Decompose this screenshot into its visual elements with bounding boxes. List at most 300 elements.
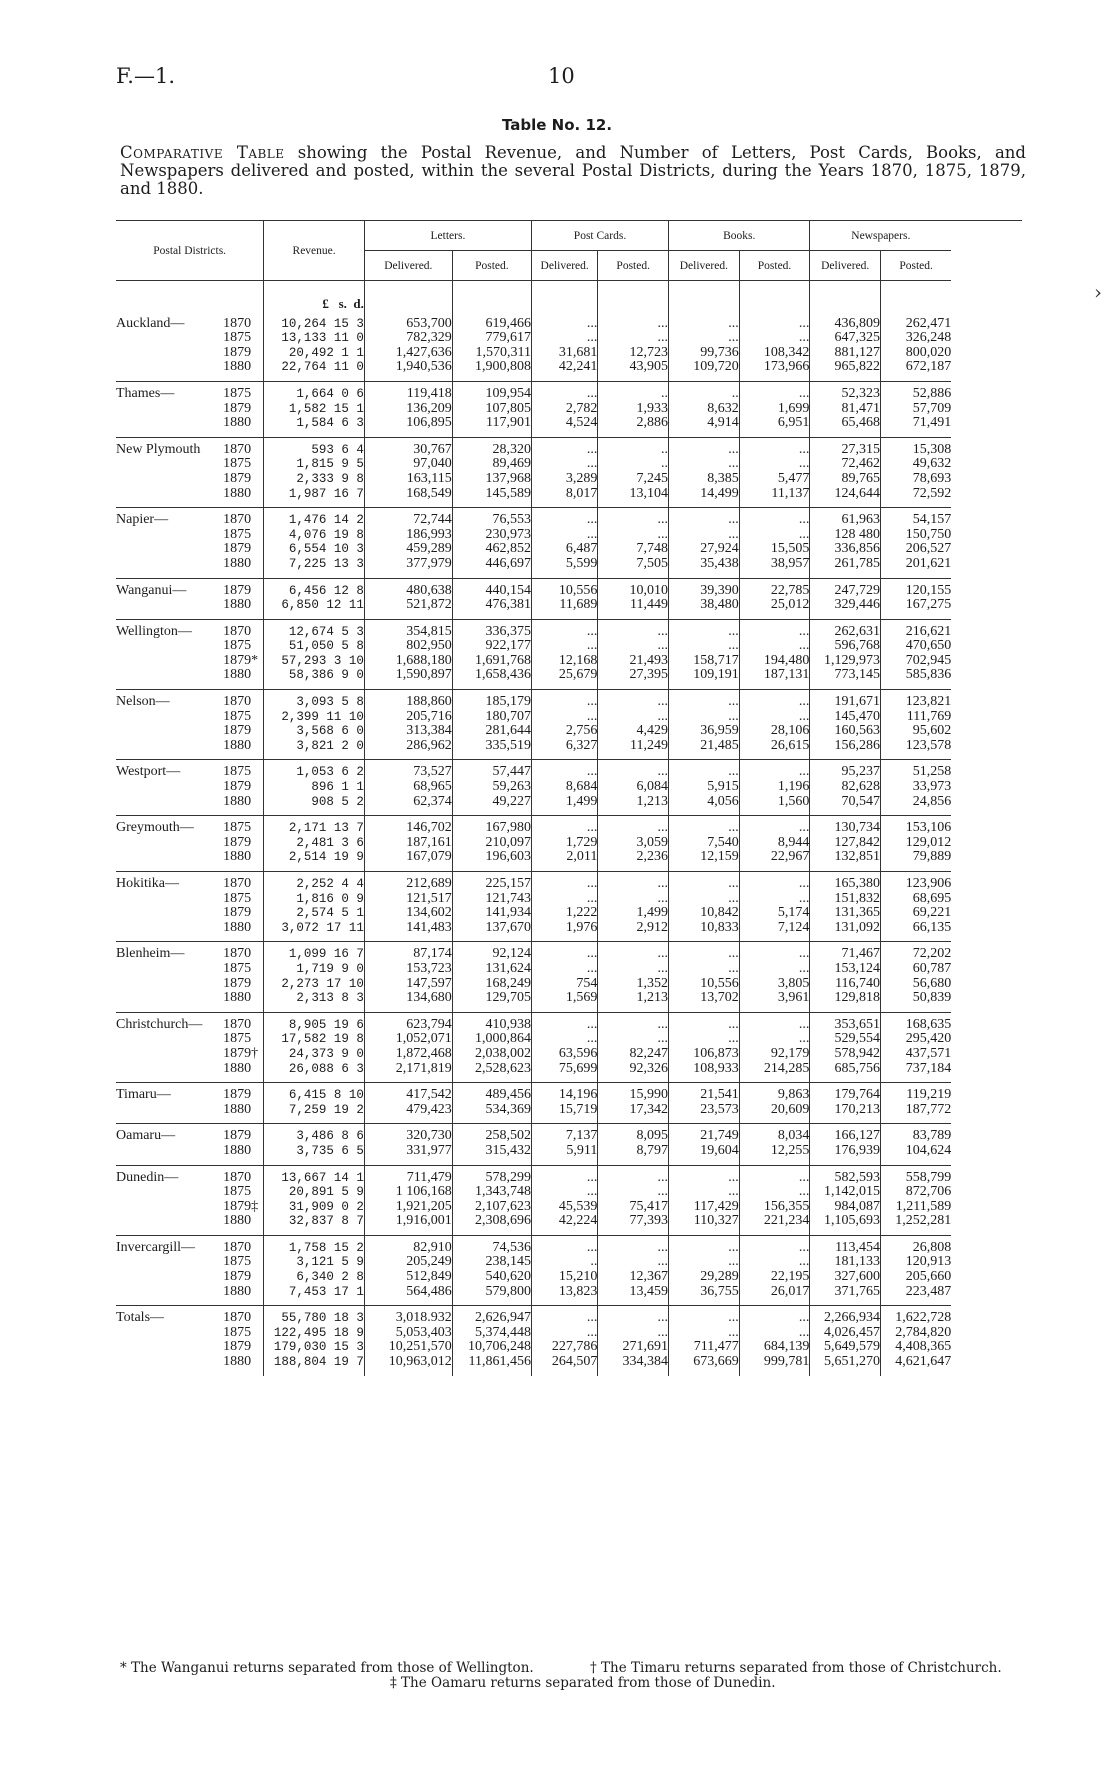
header-letters-posted: Posted. (452, 251, 531, 281)
district-name: Nelson— (116, 690, 223, 760)
cell-value: ... (657, 764, 669, 780)
cell-value: ... (728, 512, 739, 528)
header-letters-delivered: Delivered. (364, 251, 452, 281)
cell-value: 12,674 5 3 (288, 624, 364, 639)
cell-value: 1,499 (636, 905, 669, 921)
cell-value: 417,542 (406, 1087, 452, 1103)
cell-value: 180,707 (485, 708, 531, 724)
cell-value: 1880 (223, 597, 252, 613)
cell-value: 28,320 (492, 441, 531, 457)
district-name: Hokitika— (116, 872, 223, 942)
header-postal-districts: Postal Districts. (116, 221, 264, 281)
books-delivered-cell (669, 816, 740, 872)
cell-value: 210,097 (485, 834, 531, 850)
district-row (116, 1083, 1022, 1124)
cell-value: ... (728, 638, 739, 654)
cell-value: 49,632 (912, 456, 952, 472)
year-cell (223, 437, 264, 507)
cards-delivered-cell (531, 508, 597, 578)
year-cell (223, 816, 264, 872)
cell-value: 702,945 (905, 652, 952, 668)
cell-value: 1,476 14 2 (288, 513, 364, 528)
district-row (116, 1012, 1022, 1082)
cell-value: ... (798, 456, 810, 472)
cell-value: 673,669 (693, 1354, 739, 1370)
cell-value: 1,252,281 (895, 1213, 952, 1229)
cell-value: 6,327 (565, 737, 598, 753)
cell-value: 1,758 15 2 (288, 1240, 364, 1255)
cell-value: 23,573 (700, 1101, 739, 1117)
books-delivered-cell (669, 1306, 740, 1376)
district-name: Auckland— (116, 315, 185, 331)
cell-value: 131,092 (834, 919, 881, 935)
books-delivered-cell (669, 578, 740, 619)
header-cards-delivered: Delivered. (531, 251, 597, 281)
cell-value: 908 5 2 (311, 794, 364, 809)
cell-value: 1,211,589 (895, 1198, 952, 1214)
cell-value: 113,454 (835, 1239, 881, 1255)
cell-value: 3,289 (565, 470, 598, 486)
books-delivered-cell (669, 872, 740, 942)
cell-value: ... (586, 330, 598, 346)
cell-value: 75,699 (558, 1060, 598, 1076)
cell-value: 4,429 (636, 723, 669, 739)
cards-posted-cell (598, 942, 669, 1012)
cell-value: 2,313 8 3 (296, 991, 364, 1006)
cell-value: 123,821 (905, 694, 952, 710)
cell-value: 711,479 (406, 1169, 452, 1185)
cards-posted-cell (598, 1165, 669, 1235)
year-cell (223, 508, 264, 578)
news-delivered-cell (810, 816, 881, 872)
cell-value: 191,671 (834, 694, 881, 710)
district-row (116, 508, 1022, 578)
cell-value: ... (728, 764, 739, 780)
letters-posted-cell (452, 508, 531, 578)
cell-value: 15,990 (629, 1087, 669, 1103)
cell-value: 104,624 (905, 1142, 952, 1158)
cell-value: 593 6 4 (311, 442, 364, 457)
news-posted-cell (881, 578, 952, 619)
cell-value: 3,121 5 9 (296, 1255, 364, 1270)
news-posted-cell (881, 760, 952, 816)
books-posted-cell (739, 942, 810, 1012)
cell-value: 3,568 6 0 (296, 724, 364, 739)
cell-value: 173,966 (763, 359, 810, 375)
letters-delivered-cell (364, 1235, 452, 1305)
cell-value: 230,973 (485, 526, 531, 542)
cell-value: 2,171 13 7 (288, 821, 364, 836)
news-delivered-cell (810, 312, 881, 382)
cell-value: 127,842 (834, 834, 881, 850)
cell-value: 92,124 (492, 946, 531, 962)
cell-value: 1875 (223, 708, 252, 724)
cell-value: 187,161 (406, 834, 452, 850)
district-row (116, 578, 1022, 619)
cell-value: ... (728, 1169, 739, 1185)
revenue-cell (264, 1235, 365, 1305)
cell-value: 33,973 (912, 779, 952, 795)
cards-posted-cell (598, 578, 669, 619)
cell-value: 26,615 (770, 737, 810, 753)
cell-value: 121,517 (406, 890, 452, 906)
cell-value: 15,210 (558, 1269, 598, 1285)
subtitle-lead: Comparative Table (120, 143, 285, 162)
cell-value: 56,680 (912, 975, 952, 991)
cell-value: 1,664 0 6 (296, 386, 364, 401)
cell-value: 4,076 19 8 (288, 527, 364, 542)
cell-value: ... (728, 315, 739, 331)
cell-value: 10,251,570 (388, 1339, 452, 1355)
cell-value: 1880 (223, 1213, 252, 1229)
cell-value: ... (657, 890, 669, 906)
header-books-delivered: Delivered. (669, 251, 740, 281)
cell-value: 62,374 (413, 793, 452, 809)
cell-value: 1,976 (565, 919, 598, 935)
cell-value: 336,375 (485, 623, 531, 639)
cell-value: 6,415 8 10 (288, 1088, 364, 1103)
cell-value: 582,593 (834, 1169, 881, 1185)
district-name: Invercargill— (116, 1235, 223, 1305)
district-row (116, 1124, 1022, 1165)
cell-value: 167,275 (905, 597, 952, 613)
news-delivered-cell (810, 1165, 881, 1235)
books-delivered-cell (669, 508, 740, 578)
cell-value: .. (661, 385, 669, 401)
cell-value: 205,716 (406, 708, 452, 724)
cell-value: ... (798, 1324, 810, 1340)
cell-value: 1,570,311 (475, 344, 531, 360)
cell-value: 106,895 (406, 415, 452, 431)
news-posted-cell (881, 1083, 952, 1124)
cell-value: 179,764 (834, 1087, 881, 1103)
cell-value: ... (798, 960, 810, 976)
district-row (116, 872, 1022, 942)
cell-value: ... (657, 694, 669, 710)
cell-value: 26,808 (912, 1239, 952, 1255)
cell-value: 137,670 (485, 919, 531, 935)
cell-value: 186,993 (406, 526, 452, 542)
cell-value: 131,624 (485, 960, 531, 976)
cell-value: 7,245 (636, 470, 669, 486)
cell-value: ... (798, 330, 810, 346)
district-row (116, 1165, 1022, 1235)
cell-value: 1,590,897 (395, 667, 452, 683)
cell-value: 9,863 (777, 1087, 810, 1103)
cell-value: 258,502 (485, 1128, 531, 1144)
books-delivered-cell (669, 1235, 740, 1305)
cell-value: 3,961 (777, 990, 810, 1006)
cell-value: 2,782 (565, 400, 598, 416)
revenue-cell (264, 619, 365, 689)
cell-value: 1880 (223, 667, 252, 683)
news-delivered-cell (810, 437, 881, 507)
cards-delivered-cell (531, 1306, 597, 1376)
cell-value: 1880 (223, 485, 252, 501)
books-posted-cell (739, 312, 810, 382)
cell-value: 558,799 (905, 1169, 952, 1185)
letters-posted-cell (452, 690, 531, 760)
cell-value: ... (798, 512, 810, 528)
cell-value: 1,000,864 (474, 1031, 531, 1047)
cell-value: 42,224 (558, 1213, 598, 1229)
cell-value: ... (728, 1324, 739, 1340)
cell-value: 1,872,468 (395, 1045, 452, 1061)
cell-value: 480,638 (406, 582, 452, 598)
cell-value: 170,213 (834, 1101, 881, 1117)
cell-value: 1875 (223, 890, 252, 906)
cards-posted-cell (598, 619, 669, 689)
cell-value: 206,527 (905, 541, 952, 557)
revenue-cell (264, 872, 365, 942)
district-row (116, 690, 1022, 760)
year-cell (223, 1235, 264, 1305)
letters-delivered-cell (364, 578, 452, 619)
cell-value: 578,299 (485, 1169, 531, 1185)
cell-value: 371,765 (834, 1283, 881, 1299)
cell-value: 1,921,205 (395, 1198, 452, 1214)
cell-value: ... (657, 315, 669, 331)
year-cell (223, 760, 264, 816)
cell-value: 1880 (223, 1283, 252, 1299)
cell-value: 1880 (223, 1354, 252, 1370)
books-posted-cell (739, 1012, 810, 1082)
cell-value: 19,604 (700, 1142, 739, 1158)
books-delivered-cell (669, 381, 740, 437)
cell-value: 176,939 (834, 1142, 881, 1158)
cards-delivered-cell (531, 942, 597, 1012)
cell-value: ... (798, 385, 810, 401)
cell-value: 6,554 10 3 (288, 542, 364, 557)
cell-value: 31,681 (558, 344, 598, 360)
news-delivered-cell (810, 508, 881, 578)
district-name: Dunedin— (116, 1165, 223, 1235)
cell-value: 1879 (223, 344, 252, 360)
cell-value: ... (657, 1184, 669, 1200)
cell-value: 619,466 (485, 315, 531, 331)
cell-value: 2,333 9 8 (296, 471, 364, 486)
letters-posted-cell (452, 1165, 531, 1235)
cell-value: 76,553 (492, 512, 531, 528)
district-name: Christchurch— (116, 1012, 223, 1082)
header-post-cards: Post Cards. (531, 221, 668, 251)
district-row (116, 437, 1022, 507)
news-posted-cell (881, 942, 952, 1012)
cell-value: 141,483 (406, 919, 452, 935)
cell-value: ... (798, 315, 810, 331)
books-delivered-cell (669, 1012, 740, 1082)
cell-value: 2,886 (636, 415, 669, 431)
revenue-cell (264, 1306, 365, 1376)
cell-value: ... (798, 1254, 810, 1270)
cell-value: 82,247 (629, 1045, 669, 1061)
district-name: Westport— (116, 760, 223, 816)
cell-value: 1,933 (636, 400, 669, 416)
cell-value: 1880 (223, 359, 252, 375)
books-posted-cell (739, 816, 810, 872)
cell-value: ... (728, 960, 739, 976)
cell-value: 82,628 (841, 779, 881, 795)
cards-posted-cell (598, 1012, 669, 1082)
header-lsd: £ s. d. (264, 281, 365, 312)
cell-value: 1,729 (565, 834, 598, 850)
revenue-cell (264, 381, 365, 437)
cell-value: 1870 (223, 315, 252, 331)
cell-value: 57,447 (492, 764, 531, 780)
cell-value: 52,886 (912, 385, 952, 401)
letters-posted-cell (452, 1306, 531, 1376)
revenue-cell (264, 690, 365, 760)
cell-value: 782,329 (406, 330, 452, 346)
cell-value: 672,187 (905, 359, 952, 375)
cell-value: 685,756 (834, 1060, 881, 1076)
cell-value: ... (657, 946, 669, 962)
cell-value: ... (586, 764, 598, 780)
cell-value: 131,365 (834, 905, 881, 921)
letters-posted-cell (452, 872, 531, 942)
cell-value: 68,695 (912, 890, 952, 906)
cell-value: 158,717 (693, 652, 739, 668)
cell-value: ... (728, 876, 739, 891)
cell-value: 1,916,001 (395, 1213, 452, 1229)
books-delivered-cell (669, 312, 740, 382)
cell-value: 21,493 (629, 652, 669, 668)
cell-value: ... (798, 694, 810, 710)
cell-value: ... (586, 456, 598, 472)
cell-value: ... (728, 1016, 739, 1032)
books-delivered-cell (669, 760, 740, 816)
cell-value: 187,131 (763, 667, 810, 683)
cell-value: 3,018.932 (395, 1310, 452, 1326)
header-news-posted: Posted. (881, 251, 952, 281)
district-row (116, 942, 1022, 1012)
cell-value: 150,750 (905, 526, 952, 542)
cell-value: 7,540 (707, 834, 739, 850)
cell-value: 1,142,015 (824, 1184, 881, 1200)
cell-value: 15,505 (770, 541, 810, 557)
cell-value: 1,213 (636, 990, 669, 1006)
table-title: Table No. 12. (501, 116, 613, 134)
cell-value: 214,285 (763, 1060, 810, 1076)
cell-value: 3,805 (777, 975, 810, 991)
cell-value: 440,154 (485, 582, 531, 598)
cell-value: 216,621 (905, 623, 952, 639)
cell-value: 89,765 (841, 470, 881, 486)
cell-value: 1,815 9 5 (296, 457, 364, 472)
district-name: Wanganui— (116, 578, 223, 619)
cell-value: 1875 (223, 456, 252, 472)
cell-value: 773,145 (834, 667, 881, 683)
footnote-wanganui: * The Wanganui returns separated from those of Wellington. (120, 1660, 534, 1676)
cell-value: 146,702 (406, 820, 452, 836)
cards-delivered-cell (531, 872, 597, 942)
letters-delivered-cell (364, 1306, 452, 1376)
cell-value: 436,809 (834, 315, 881, 331)
cell-value: 1879 (223, 779, 252, 795)
cell-value: 212,689 (406, 876, 452, 891)
cell-value: 271,691 (622, 1339, 669, 1355)
cards-posted-cell (598, 1124, 669, 1165)
cards-posted-cell (598, 1083, 669, 1124)
news-posted-cell (881, 437, 952, 507)
cell-value: 238,145 (485, 1254, 531, 1270)
cell-value: 8,034 (777, 1128, 810, 1144)
cell-value: 13,667 14 1 (281, 1170, 364, 1185)
cell-value: 12,367 (629, 1269, 669, 1285)
cards-delivered-cell (531, 1124, 597, 1165)
cell-value: 77,393 (629, 1213, 669, 1229)
cell-value: 1,213 (636, 793, 669, 809)
cell-value: 137,968 (485, 470, 531, 486)
cell-value: 1875 (223, 1324, 252, 1340)
cell-value: 29,289 (700, 1269, 739, 1285)
cell-value: 49,227 (492, 793, 531, 809)
cell-value: 134,602 (406, 905, 452, 921)
cell-value: ... (728, 1310, 739, 1326)
footnote-oamaru: ‡ The Oamaru returns separated from those of Dunedin. (390, 1675, 776, 1691)
cell-value: 194,480 (763, 652, 810, 668)
cell-value: 163,115 (406, 470, 452, 486)
cell-value: 79,889 (912, 849, 952, 865)
revenue-cell (264, 760, 365, 816)
year-cell (223, 872, 264, 942)
cell-value: 201,621 (905, 555, 952, 571)
cell-value: ... (798, 1310, 810, 1326)
cell-value: ... (657, 526, 669, 542)
footnote-timaru: † The Timaru returns separated from those of Christchurch. (590, 1660, 1002, 1676)
cell-value: ... (657, 1016, 669, 1032)
revenue-cell (264, 437, 365, 507)
cell-value: 10,556 (700, 975, 739, 991)
cell-value: 437,571 (905, 1045, 952, 1061)
cell-value: ... (586, 623, 598, 639)
cell-value: 1870 (223, 946, 252, 962)
cell-value: 1,196 (777, 779, 810, 795)
cell-value: 1,987 16 7 (288, 486, 364, 501)
cell-value: 21,485 (700, 737, 739, 753)
cell-value: 564,486 (406, 1283, 452, 1299)
books-delivered-cell (669, 1124, 740, 1165)
subtitle-rest: showing the Postal Revenue, and Number of Letters, Post Cards, Books, and Newspapers delivered and posted, within the several Postal Districts, during the Years 1870, 1875, 1879, and 1880. (120, 143, 1026, 198)
cell-value: 3,735 6 5 (296, 1143, 364, 1158)
cell-value: 2,252 4 4 (296, 877, 364, 891)
cell-value: 5,477 (777, 470, 810, 486)
cell-value: 57,293 3 10 (281, 653, 364, 668)
books-posted-cell (739, 508, 810, 578)
letters-posted-cell (452, 1124, 531, 1165)
cell-value: 476,381 (485, 597, 531, 613)
cell-value: 223,487 (905, 1283, 952, 1299)
year-cell (223, 1306, 264, 1376)
letters-posted-cell (452, 578, 531, 619)
district-row (116, 816, 1022, 872)
table-body (116, 312, 1022, 1376)
cell-value: 153,124 (834, 960, 881, 976)
cell-value: 4,914 (707, 415, 739, 431)
cell-value: 1875 (223, 960, 252, 976)
cell-value: 119,418 (406, 385, 452, 401)
cell-value: 181,133 (834, 1254, 881, 1270)
cell-value: ... (586, 1016, 598, 1032)
cell-value: 872,706 (905, 1184, 952, 1200)
cell-value: 354,815 (406, 623, 452, 639)
cell-value: 12,168 (558, 652, 598, 668)
cell-value: 479,423 (406, 1101, 452, 1117)
cell-value: 141,934 (485, 905, 531, 921)
cell-value: 129,818 (834, 990, 881, 1006)
books-posted-cell (739, 872, 810, 942)
cell-value: ... (798, 1016, 810, 1032)
